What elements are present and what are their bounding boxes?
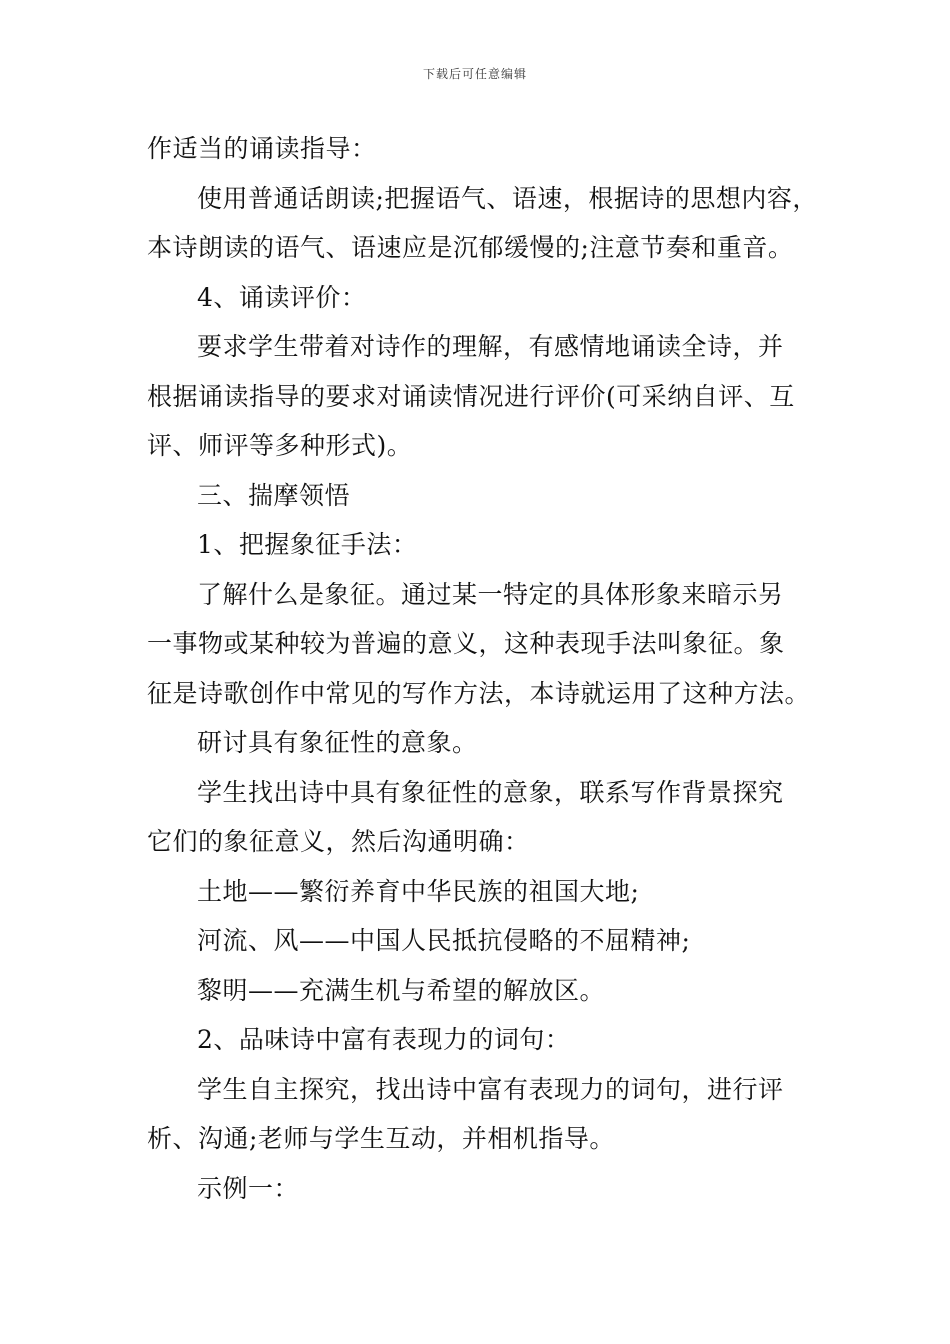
- section-heading: 三、揣摩领悟: [197, 480, 351, 510]
- list-item: 土地——繁衍养育中华民族的祖国大地;: [197, 876, 640, 906]
- paragraph-line: 研讨具有象征性的意象。: [197, 728, 478, 757]
- paragraph-line: 析、沟通;老师与学生互动，并相机指导。: [147, 1124, 615, 1153]
- paragraph-line: 4、诵读评价：: [197, 282, 367, 312]
- paragraph-line: 作适当的诵读指导：: [147, 134, 377, 163]
- list-item: 河流、风——中国人民抵抗侵略的不屈精神;: [197, 926, 691, 955]
- paragraph-line: 要求学生带着对诗作的理解，有感情地诵读全诗，并: [197, 332, 784, 361]
- example-label: 示例一：: [197, 1173, 300, 1203]
- paragraph-line: 征是诗歌创作中常见的写作方法，本诗就运用了这种方法。: [147, 678, 811, 708]
- paragraph-line: 一事物或某种较为普遍的意义，这种表现手法叫象征。象: [147, 629, 785, 658]
- paragraph-line: 本诗朗读的语气、语速应是沉郁缓慢的;注意节奏和重音。: [147, 233, 794, 262]
- paragraph-line: 评、师评等多种形式)。: [147, 431, 413, 460]
- list-item: 黎明——充满生机与希望的解放区。: [197, 975, 606, 1005]
- paragraph-line: 它们的象征意义，然后沟通明确：: [147, 827, 530, 856]
- paragraph-line: 了解什么是象征。通过某一特定的具体形象来暗示另: [197, 579, 784, 609]
- paragraph-line: 学生找出诗中具有象征性的意象，联系写作背景探究: [197, 777, 784, 807]
- paragraph-line: 使用普通话朗读;把握语气、语速，根据诗的思想内容，: [197, 183, 818, 213]
- document-body: [147, 124, 827, 1213]
- paragraph-line: 根据诵读指导的要求对诵读情况进行评价(可采纳自评、互: [147, 381, 795, 411]
- subsection-heading: 1、把握象征手法：: [197, 530, 418, 559]
- page-header: 下载后可任意编辑: [422, 67, 527, 81]
- paragraph-line: 学生自主探究，找出诗中富有表现力的词句，进行评: [197, 1074, 784, 1104]
- subsection-heading: 2、品味诗中富有表现力的词句：: [197, 1025, 571, 1054]
